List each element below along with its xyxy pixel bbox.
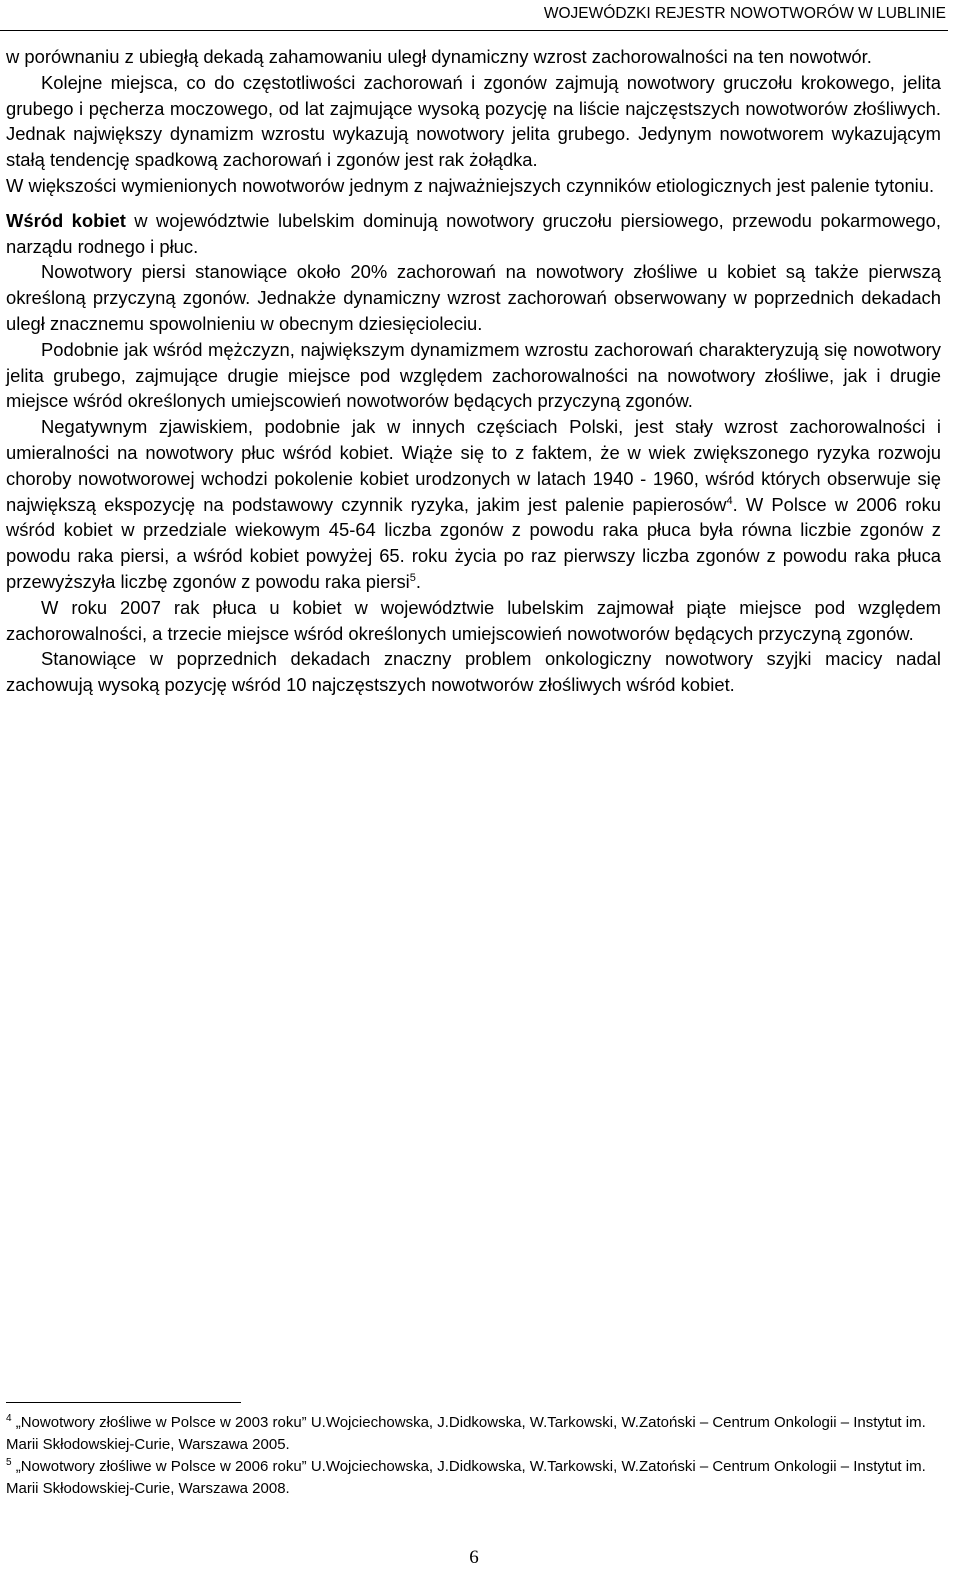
paragraph-8: W roku 2007 rak płuca u kobiet w województwie lubelskim zajmował piąte miejsce pod względem zachorowalności, a trzecie miejsce wśród określonych umiejscowień nowotworów będących przyczyną zgonów.: [6, 596, 941, 644]
paragraph-4-lead: Wśród kobiet: [6, 209, 126, 231]
paragraph-1: w porównaniu z ubiegłą dekadą zahamowaniu uległ dynamiczny wzrost zachorowalności na ten nowotwór.: [6, 46, 872, 67]
footnote-5: [6, 1456, 936, 1500]
paragraph-7: [6, 414, 941, 595]
paragraph-7-part-c: .: [415, 570, 421, 592]
footnote-4-text: „Nowotwory złośliwe w Polsce w 2003 roku” U.Wojciechowska, J.Didkowska, W.Tarkowski, W.Zatoński – Centrum Onkologii – Instytut im. Marii Skłodowskiej-Curie, Warszawa 2005.: [6, 1414, 926, 1453]
page-number: 6: [469, 1547, 479, 1568]
footnote-5-number: 5: [6, 1457, 12, 1468]
paragraph-2: Kolejne miejsca, co do częstotliwości zachorowań i zgonów zajmują nowotwory gruczołu krokowego, jelita grubego i pęcherza moczowego, od lat zajmujące wysoką pozycję na liście najczęstszych nowotworów złośliwych. Jednak największy dynamizm wzrostu wykazują nowotwory jelita grubego. Jedynym nowotworem wykazującym stałą tendencję spadkową zachorowań i zgonów jest rak żołądka.: [6, 71, 941, 171]
paragraph-3: W większości wymienionych nowotworów jednym z najważniejszych czynników etiologicznych jest palenie tytoniu.: [6, 174, 935, 196]
footnote-4-number: 4: [6, 1413, 12, 1424]
paragraph-9: Stanowiące w poprzednich dekadach znaczny problem onkologiczny nowotwory szyjki macicy nadal zachowują wysoką pozycję wśród 10 najczęstszych nowotworów złośliwych wśród kobiet.: [6, 648, 941, 696]
footnote-ref-4[interactable]: 4: [726, 494, 733, 507]
footnotes: [6, 1412, 936, 1500]
paragraph-7-part-a: Negatywnym zjawiskiem, podobnie jak w innych częściach Polski, jest stały wzrost zachorowalności i umieralności na nowotwory płuc wśród kobiet. Wiąże się to z faktem, że w wiek zwiększonego ryzyka rozwoju choroby nowotworowej wchodzi pokolenie kobiet urodzonych w latach 1940 - 1960, wśród których obserwuje się największą ekspozycję na podstawowy czynnik ryzyka, jakim jest palenie papierosów: [6, 416, 941, 515]
footnote-4: [6, 1412, 936, 1456]
header-title: WOJEWÓDZKI REJESTR NOWOTWORÓW W LUBLINIE: [543, 5, 946, 22]
footnote-ref-5[interactable]: 5: [409, 571, 416, 584]
paragraph-7-part-b: . W Polsce w 2006 roku wśród kobiet w przedziale wiekowym 45-64 liczba zgonów z powodu raka płuca była równa liczbie zgonów z powodu raka piersi, a wśród kobiet powyżej 65. roku życia po raz pierwszy liczba zgonów z powodu raka płuca przewyższyła liczbę zgonów z powodu raka piersi: [6, 493, 941, 592]
paragraph-4: [6, 208, 941, 260]
paragraph-5: Nowotwory piersi stanowiące około 20% zachorowań na nowotwory złośliwe u kobiet są także pierwszą określoną przyczyną zgonów. Jednakże dynamiczny wzrost zachorowań obserwowany w poprzednich dekadach uległ znacznemu spowolnieniu w obecnym dziesięcioleciu.: [6, 261, 941, 334]
document-body: [6, 44, 941, 698]
running-header: [0, 4, 948, 31]
paragraph-4-text: w województwie lubelskim dominują nowotwory gruczołu piersiowego, przewodu pokarmowego, narządu rodnego i płuc.: [6, 209, 941, 257]
footnote-separator: [6, 1402, 241, 1403]
footnote-5-text: „Nowotwory złośliwe w Polsce w 2006 roku” U.Wojciechowska, J.Didkowska, W.Tarkowski, W.Zatoński – Centrum Onkologii – Instytut im. Marii Skłodowskiej-Curie, Warszawa 2008.: [6, 1458, 926, 1497]
paragraph-6: Podobnie jak wśród mężczyzn, największym dynamizmem wzrostu zachorowań charakteryzują się nowotwory jelita grubego, zajmujące drugie miejsce pod względem zachorowalności na nowotwory złośliwe, jak i drugie miejsce wśród określonych umiejscowień nowotworów będących przyczyną zgonów.: [6, 338, 941, 412]
